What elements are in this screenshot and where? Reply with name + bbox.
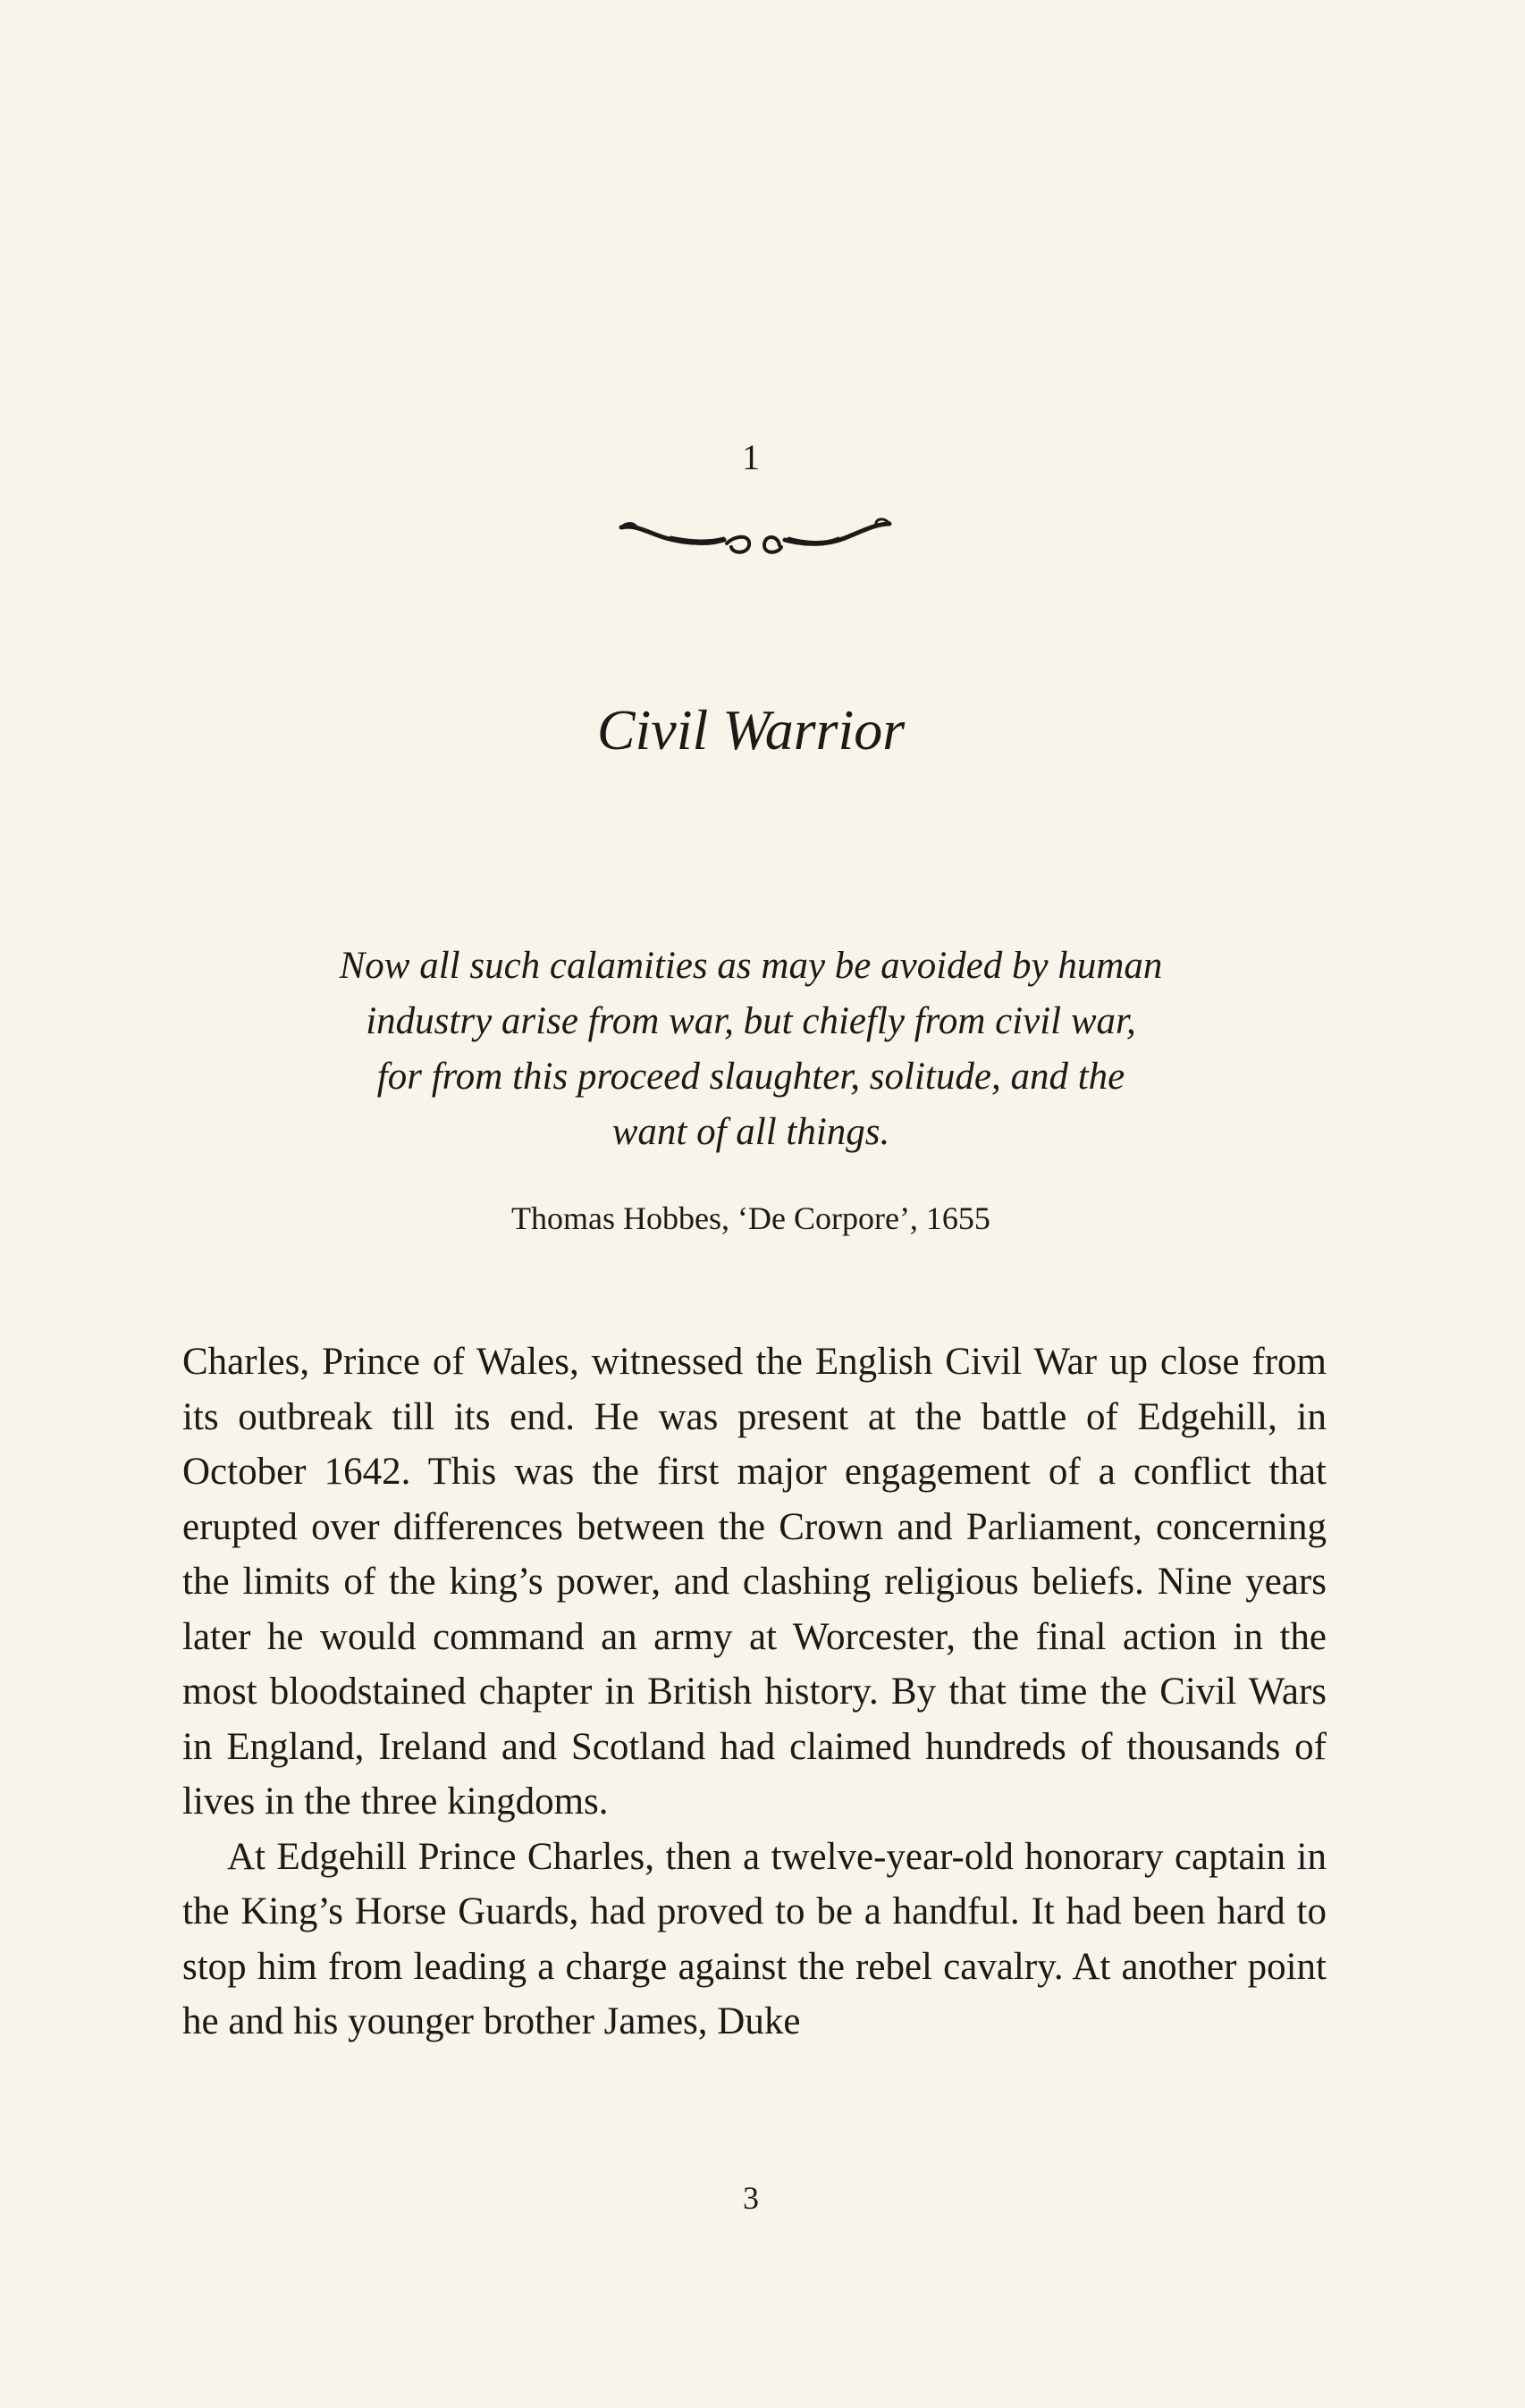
chapter-number: 1 [742, 437, 760, 477]
epigraph-attribution: Thomas Hobbes, ‘De Corpore’, 1655 [511, 1200, 990, 1236]
epigraph-line: want of all things. [611, 1111, 890, 1153]
epigraph-line: industry arise from war, but chiefly from civil war, [366, 1000, 1136, 1042]
body-paragraph: Charles, Prince of Wales, witnessed the English Civil War up close from its outbreak till its end. He was present at the battle of Edgehill, in October 1642. This was the first major engagement of a conflict that erupted over differences between the Crown and Parliament, concerning the limits of the king’s power, and clashing religious beliefs. Nine years later he would command an army at Worcester, the final action in the most bloodstained chapter in British history. By that time the Civil Wars in England, Ireland and Scotland had claimed hundreds of thousands of lives in the three kingdoms. [182, 1341, 1327, 1823]
flourish-ornament-icon [617, 508, 894, 570]
epigraph [250, 939, 1251, 1160]
body-text [182, 1335, 1327, 2050]
chapter-title: Civil Warrior [596, 698, 906, 762]
epigraph-line: Now all such calamities as may be avoided by human [339, 945, 1163, 987]
epigraph-line: for from this proceed slaughter, solitude, and the [376, 1056, 1125, 1098]
page-number: 3 [743, 2180, 759, 2216]
body-paragraph: At Edgehill Prince Charles, then a twelve-year-old honorary captain in the King’s Horse Guards, had proved to be a handful. It had been hard to stop him from leading a charge against the rebel cavalry. At another point he and his younger brother James, Duke [182, 1835, 1327, 2042]
